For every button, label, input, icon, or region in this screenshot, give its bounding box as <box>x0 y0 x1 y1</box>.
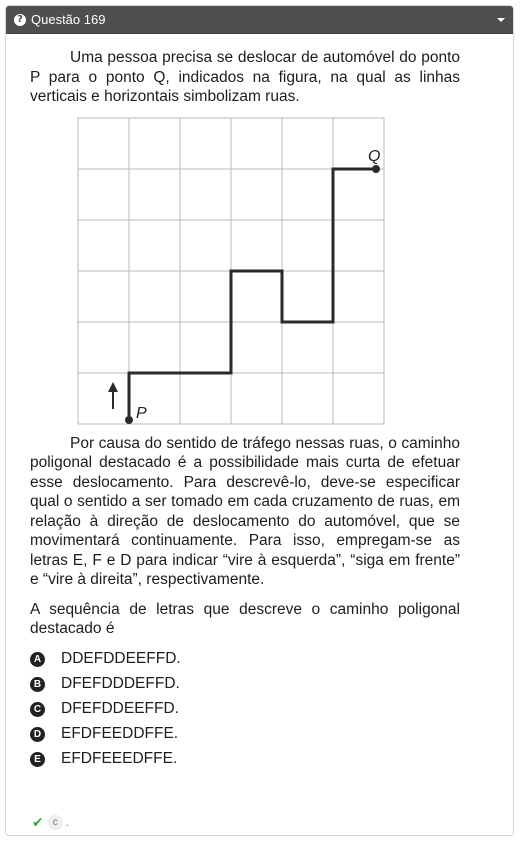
answer-letter-badge: c <box>48 815 63 830</box>
option-letter-badge: B <box>30 677 45 692</box>
answer-options <box>30 647 460 772</box>
option-letter-badge: D <box>30 727 45 742</box>
answer-suffix: . <box>65 816 69 829</box>
option-text: DFEFDDDEFFD. <box>61 675 180 693</box>
help-circle-icon: ? <box>14 14 26 26</box>
option-e[interactable] <box>30 747 460 772</box>
option-d[interactable] <box>30 722 460 747</box>
question-prompt: A sequência de letras que descreve o caminho poligonal destacado é <box>30 600 460 637</box>
point-p-label: P <box>136 404 147 422</box>
option-b[interactable] <box>30 672 460 697</box>
option-text: DFEFDDEEFFD. <box>61 700 179 718</box>
option-text: EFDFEEEDFFE. <box>61 750 178 768</box>
highlighted-path <box>129 169 376 420</box>
point-q-label: Q <box>368 147 381 165</box>
question-title: Questão 169 <box>31 12 106 27</box>
point-p-marker <box>125 416 133 424</box>
question-body: Por causa do sentido de tráfego nessas ruas, o caminho poligonal destacado é a possibilidade mais curta de efetuar esse deslocamento. Para descrevê-lo, deve-se especificar qual o sentido a ser tomado em cada cruzamento de ruas, em relação à direção de deslocamento do automóvel, que se movimentará continuamente. Para isso, empregam-se as letras E, F e D para indicar “vire à esquerda”, “siga em frente” e “vire à direita”, respectivamente. <box>30 434 460 588</box>
answer-feedback <box>32 814 69 831</box>
option-a[interactable] <box>30 647 460 672</box>
option-letter-badge: C <box>30 702 45 717</box>
direction-arrow-icon <box>108 382 118 409</box>
question-intro: Uma pessoa precisa se deslocar de automóvel do ponto P para o ponto Q, indicados na figura, na qual as linhas verticais e horizontais simbolizam ruas. <box>30 49 460 105</box>
question-header[interactable] <box>6 6 513 34</box>
question-content <box>30 48 460 772</box>
point-q-marker <box>372 165 380 173</box>
option-letter-badge: E <box>30 752 45 767</box>
checkmark-icon: ✔ <box>32 814 44 830</box>
option-letter-badge: A <box>30 652 45 667</box>
option-text: DDEFDDEEFFD. <box>61 650 181 668</box>
caret-down-icon[interactable] <box>497 18 505 22</box>
option-c[interactable] <box>30 697 460 722</box>
street-grid-figure <box>76 116 388 428</box>
option-text: EFDFEEDDFFE. <box>61 725 179 743</box>
